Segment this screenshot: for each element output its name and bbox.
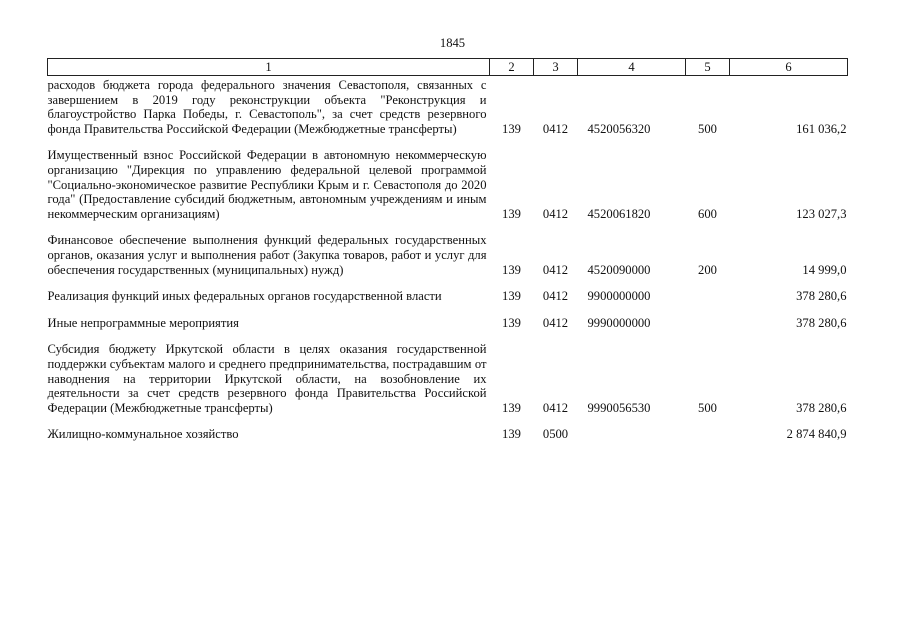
row-vr [686,316,730,331]
row-csr: 4520090000 [587,262,651,277]
row-sum: 123 027,3 [796,206,847,221]
row-gr: 139 [502,315,521,330]
header-col-1: 1 [48,59,490,76]
row-name: Жилищно-коммунальное хозяйство [47,427,239,442]
row-sum: 378 280,6 [796,315,847,330]
row-spacer [48,304,848,316]
table-row [48,76,848,137]
table-body [48,76,848,442]
table-row [48,316,848,331]
row-vr [686,427,730,442]
row-vr: 500 [698,121,717,136]
page-number: 1845 [439,36,466,50]
header-col-4: 4 [578,59,686,76]
table-row [48,233,848,277]
row-rz: 0500 [542,427,569,442]
row-gr: 139 [502,427,521,442]
row-spacer [48,330,848,342]
row-rz: 0412 [542,121,569,136]
row-sum: 378 280,6 [796,400,847,415]
row-name: расходов бюджета города федерального значения Севастополя, связанных с завершением в 2019 году реконструкции объекта "Реконструкция и благоустройство Парка Победы, г. Севастополь", за счет средств резервного фонда Правительства Российской Федерации (Межбюджетные трансферты) [47,78,487,136]
table-header [48,59,848,76]
row-sum: 378 280,6 [796,289,847,304]
row-name: Иные непрограммные мероприятия [47,315,239,330]
row-rz: 0412 [542,400,569,415]
table-row [48,342,848,415]
row-sum: 161 036,2 [796,121,847,136]
row-spacer [48,221,848,233]
table-row [48,289,848,304]
row-rz: 0412 [542,262,569,277]
header-col-3: 3 [534,59,578,76]
row-spacer [48,277,848,289]
row-vr: 200 [698,262,717,277]
row-sum: 2 874 840,9 [786,427,847,442]
row-gr: 139 [502,289,521,304]
row-csr: 4520061820 [587,206,651,221]
row-csr: 9990000000 [587,315,651,330]
row-vr [686,289,730,304]
budget-table [47,58,848,442]
row-rz: 0412 [542,206,569,221]
row-csr: 9990056530 [587,400,651,415]
row-gr: 139 [502,206,521,221]
row-name: Субсидия бюджету Иркутской области в целях оказания государственной поддержки субъектам малого и среднего предпринимательства, пострадавшим от наводнения на территории Иркутской области, на возобновление их деятельности за счет средств резервного фонда Правительства Российской Федерации (Межбюджетные трансферты) [47,342,487,415]
row-vr: 500 [698,400,717,415]
row-csr: 4520056320 [587,121,651,136]
row-rz: 0412 [542,315,569,330]
row-csr: 9900000000 [587,289,651,304]
row-sum: 14 999,0 [802,262,847,277]
header-col-6: 6 [730,59,848,76]
row-gr: 139 [502,121,521,136]
table-row [48,148,848,221]
row-vr: 600 [698,206,717,221]
row-name: Реализация функций иных федеральных органов государственной власти [47,289,442,304]
table-row [48,427,848,442]
row-gr: 139 [502,400,521,415]
row-csr [578,427,686,442]
row-gr: 139 [502,262,521,277]
row-rz: 0412 [542,289,569,304]
row-spacer [48,415,848,427]
row-name: Имущественный взнос Российской Федерации в автономную некоммерческую организацию "Дирекция по управлению федеральной целевой программой "Социально-экономическое развитие Республики Крым и г. Севастополя до 2020 года" (Предоставление субсидий бюджетным, автономным учреждениям и иным некоммерческим организациям) [47,148,487,221]
header-col-2: 2 [490,59,534,76]
row-name: Финансовое обеспечение выполнения функций федеральных государственных органов, оказания услуг и выполнения работ (Закупка товаров, работ и услуг для обеспечения государственных (муниципальных) нужд) [47,233,487,277]
header-row [48,59,848,76]
row-spacer [48,136,848,148]
header-col-5: 5 [686,59,730,76]
